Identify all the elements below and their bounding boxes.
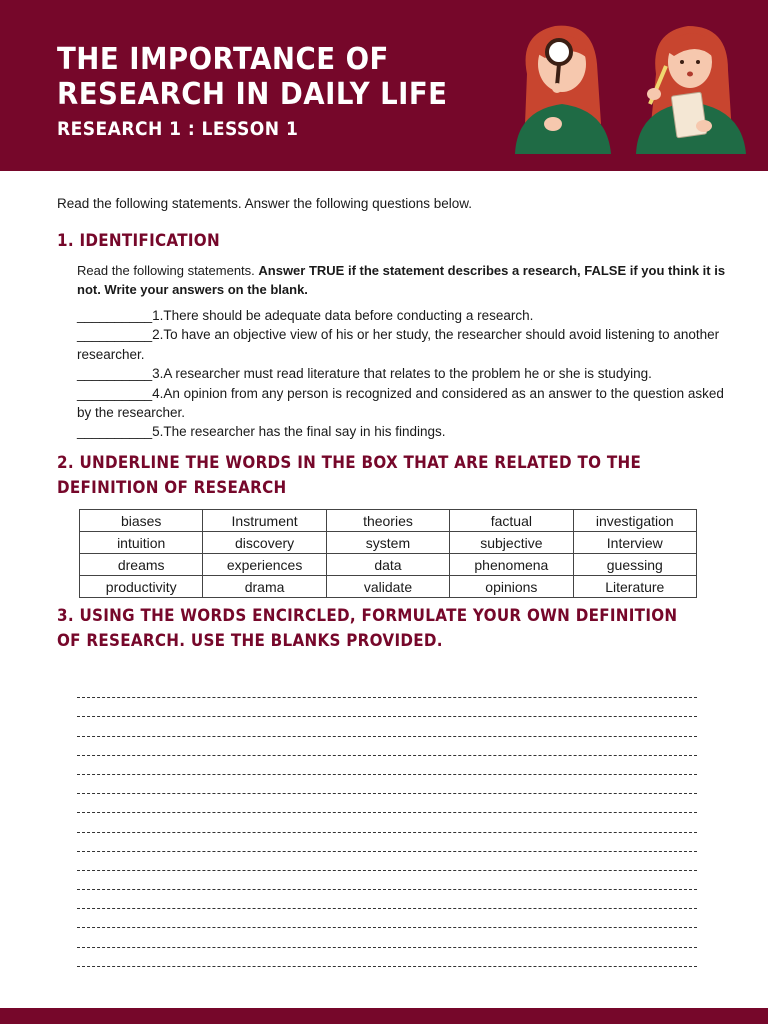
answer-blank-line[interactable] (77, 794, 697, 813)
title-line-1: THE IMPORTANCE OF (57, 42, 389, 77)
identification-item-1: __________1.There should be adequate data before conducting a research. (77, 308, 534, 323)
answer-blank-line[interactable] (77, 909, 697, 928)
header-banner (0, 0, 768, 171)
word-cell: discovery (203, 532, 326, 554)
word-cell: dreams (80, 554, 203, 576)
word-cell: investigation (573, 510, 696, 532)
answer-blank-line[interactable] (77, 679, 697, 698)
page-title (57, 42, 447, 112)
section-2-heading: 2. UNDERLINE THE WORDS IN THE BOX THAT ARE RELATED TO THE DEFINITION OF RESEARCH (57, 453, 642, 497)
identification-items (77, 306, 737, 442)
word-cell: factual (450, 510, 573, 532)
title-line-2: RESEARCH IN DAILY LIFE (57, 77, 448, 112)
word-cell: guessing (573, 554, 696, 576)
word-cell: experiences (203, 554, 326, 576)
footer-bar (0, 1008, 768, 1024)
answer-blank-lines[interactable] (77, 679, 697, 967)
page-subtitle: RESEARCH 1 : LESSON 1 (57, 118, 299, 140)
answer-blank-line[interactable] (77, 852, 697, 871)
instructions-bold: Answer TRUE if the statement describes a research, FALSE if you think it is not. Write your answers on the blank. (77, 263, 726, 297)
identification-item-2: __________2.To have an objective view of his or her study, the researcher should avoid listening to another researcher. (77, 327, 720, 362)
word-cell: data (326, 554, 449, 576)
answer-blank-line[interactable] (77, 871, 697, 890)
word-box-table (79, 509, 697, 598)
table-row (80, 510, 697, 532)
answer-blank-line[interactable] (77, 813, 697, 832)
identification-item-5: __________5.The researcher has the final say in his findings. (77, 424, 446, 440)
word-cell: intuition (80, 532, 203, 554)
section-1-heading: 1. IDENTIFICATION (57, 231, 220, 250)
word-cell: system (326, 532, 449, 554)
instructions-plain: Read the following statements. (77, 263, 259, 278)
intro-text: Read the following statements. Answer the following questions below. (57, 196, 472, 211)
table-row (80, 576, 697, 598)
word-cell: opinions (450, 576, 573, 598)
answer-blank-line[interactable] (77, 775, 697, 794)
answer-blank-line[interactable] (77, 698, 697, 717)
word-cell: biases (80, 510, 203, 532)
answer-blank-line[interactable] (77, 717, 697, 736)
answer-blank-line[interactable] (77, 890, 697, 909)
word-cell: validate (326, 576, 449, 598)
word-cell: productivity (80, 576, 203, 598)
table-row (80, 532, 697, 554)
answer-blank-line[interactable] (77, 737, 697, 756)
girl-with-notepad-illustration (632, 14, 752, 154)
word-cell: Instrument (203, 510, 326, 532)
answer-blank-line[interactable] (77, 948, 697, 967)
word-cell: Interview (573, 532, 696, 554)
section-3-heading: 3. USING THE WORDS ENCIRCLED, FORMULATE YOUR OWN DEFINITION OF RESEARCH. USE THE BLANKS PROVIDED. (57, 606, 678, 650)
word-cell: subjective (450, 532, 573, 554)
section-1-instructions (77, 261, 737, 299)
identification-item-3: __________3.A researcher must read literature that relates to the problem he or she is studying. (77, 366, 652, 382)
word-cell: Literature (573, 576, 696, 598)
answer-blank-line[interactable] (77, 928, 697, 947)
table-row (80, 554, 697, 576)
girl-with-magnifier-illustration (505, 14, 625, 154)
answer-blank-line[interactable] (77, 833, 697, 852)
word-cell: phenomena (450, 554, 573, 576)
identification-item-4: __________4.An opinion from any person is recognized and considered as an answer to the question asked by the researcher. (77, 385, 724, 421)
word-cell: drama (203, 576, 326, 598)
answer-blank-line[interactable] (77, 756, 697, 775)
word-cell: theories (326, 510, 449, 532)
